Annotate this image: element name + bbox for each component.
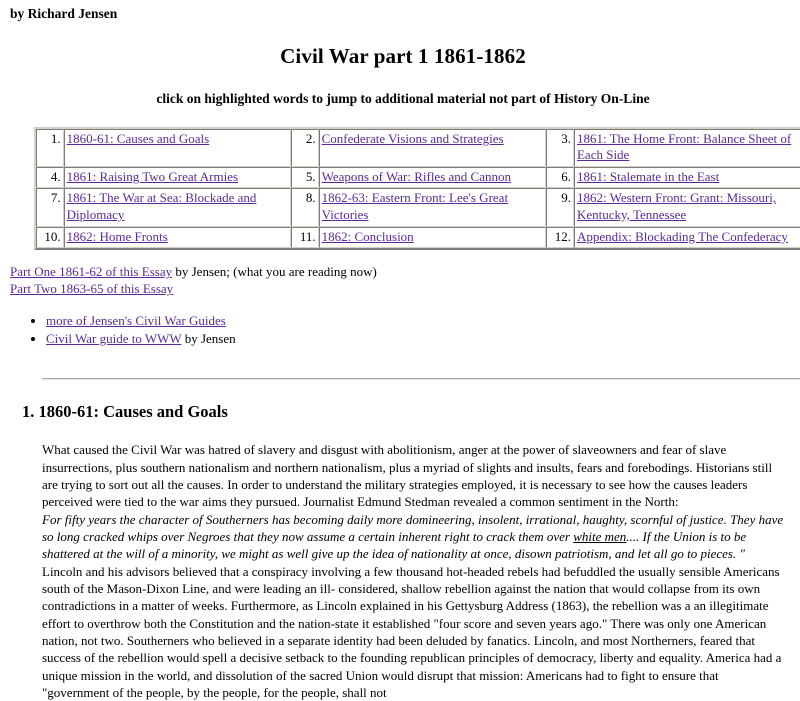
table-row [36,227,800,249]
toc-number: 2. [291,129,319,167]
toc-link-9[interactable]: 1862: Western Front: Grant: Missouri, Kentucky, Tennessee [576,190,777,223]
table-of-contents [34,127,800,251]
toc-number: 6. [546,167,574,189]
part-two-link[interactable]: Part Two 1863-65 of this Essay [10,281,174,297]
table-row [36,167,800,189]
quote-text-part-1: For fifty years the character of Southerners has becoming daily more domineering, insolent, irrational, haughty, scornful of justice. They have so long cracked whips over Negroes that they now assume a certain inherent right to crack them over [42,511,784,545]
toc-entry [319,129,547,167]
toc-entry [64,129,291,167]
toc-number: 7. [36,188,64,226]
part-one-link[interactable]: Part One 1861-62 of this Essay [10,264,173,280]
toc-link-2[interactable]: Confederate Visions and Strategies [321,130,504,146]
toc-link-6[interactable]: 1861: Stalemate in the East [576,168,720,184]
toc-link-4[interactable]: 1861: Raising Two Great Armies [66,168,239,184]
toc-number: 1. [36,129,64,167]
section-heading: 1. 1860-61: Causes and Goals [22,401,228,421]
toc-entry [319,188,547,226]
toc-entry [319,167,547,189]
paragraph-1: What caused the Civil War was hatred of slavery and disgust with abolitionism, anger at the power of slaveowners and fear of slave insurrections, plus southern nationalism and northern nationalism, plus a myriad of slights and insults, fears and forebodings. Historians still are trying to sort out all the causes. In order to understand the military strategies employed, it is necessary to see how the causes leaders perceived were tied to the war aims they pursued. Journalist Edmund Stedman revealed a common sentiment in the North: [42,442,773,510]
essay-parts-links [10,263,798,297]
list-item [46,330,798,348]
toc-link-1[interactable]: 1860-61: Causes and Goals [66,130,210,146]
toc-link-7[interactable]: 1861: The War at Sea: Blockade and Diplomacy [66,190,257,223]
toc-number: 4. [36,167,64,189]
paragraph-2: Lincoln and his advisors believed that a conspiracy involving a few thousand hot-headed rebels had befuddled the usually sensible Americans south of the Mason-Dixon Line, and were leading an ill- considered, shallow rebellion against the nation that would collapse from its own contradictions in a matter of weeks. Furthermore, as Lincoln explained in his Gettysburg Address (1863), the rebellion was a an illegitimate effort to overthrow both the Constitution and the nation-state it established "four score and seven years ago." There was only one American nation, not two. Southerners who believed in a separate identity had been deluded by fanatics. Lincoln, and most Northerners, feared that success of the rebellion would spell a decisive setback to the founding republican principles of democracy, liberty and equality. America had a unique mission in the world, and dissolution of the sacred Union would disrupt that mission: Americans had to fight to ensure that "government of the people, by the people, for the people, shall not [42,563,782,701]
toc-entry [574,188,800,226]
civil-war-www-suffix: by Jensen [181,330,236,346]
toc-entry [319,227,547,249]
table-row [36,188,800,226]
toc-number: 9. [546,188,574,226]
toc-entry [64,167,291,189]
section-divider [42,378,800,380]
toc-link-12[interactable]: Appendix: Blockading The Confederacy [576,228,788,244]
part-one-row [10,263,798,280]
toc-number: 11. [291,227,319,249]
guides-list [8,312,798,348]
civil-war-www-link[interactable]: Civil War guide to WWW [46,330,182,346]
toc-number: 12. [546,227,574,249]
toc-link-5[interactable]: Weapons of War: Rifles and Cannon [321,168,511,184]
list-item [46,312,798,330]
toc-number: 10. [36,227,64,249]
byline: by Richard Jensen [10,6,118,21]
page-subtitle: click on highlighted words to jump to additional material not part of History On-Line [156,91,650,107]
toc-entry [574,227,800,249]
toc-link-11[interactable]: 1862: Conclusion [321,228,414,244]
toc-entry [574,167,800,189]
toc-link-8[interactable]: 1862-63: Eastern Front: Lee's Great Victories [321,190,509,223]
blockquote [42,511,786,563]
toc-link-3[interactable]: 1861: The Home Front: Balance Sheet of Each Side [576,130,792,163]
toc-link-10[interactable]: 1862: Home Fronts [66,228,168,244]
white-men-link[interactable]: white men [573,529,627,545]
toc-number: 3. [546,129,574,167]
part-two-row [10,280,798,297]
toc-number: 8. [291,188,319,226]
toc-number: 5. [291,167,319,189]
quote-text-part-2: .... If the Union is to be shattered at the will of a minority, we might as well give up the idea of nationality at once, disown patriotism, and let all go to pieces. " [42,529,747,562]
section-body [42,441,786,701]
jensen-guides-link[interactable]: more of Jensen's Civil War Guides [46,312,226,328]
toc-entry [574,129,800,167]
part-one-suffix: by Jensen; (what you are reading now) [172,264,377,280]
toc-entry [64,188,291,226]
page-title: Civil War part 1 1861-1862 [280,44,526,69]
table-row [36,129,800,167]
toc-entry [64,227,291,249]
